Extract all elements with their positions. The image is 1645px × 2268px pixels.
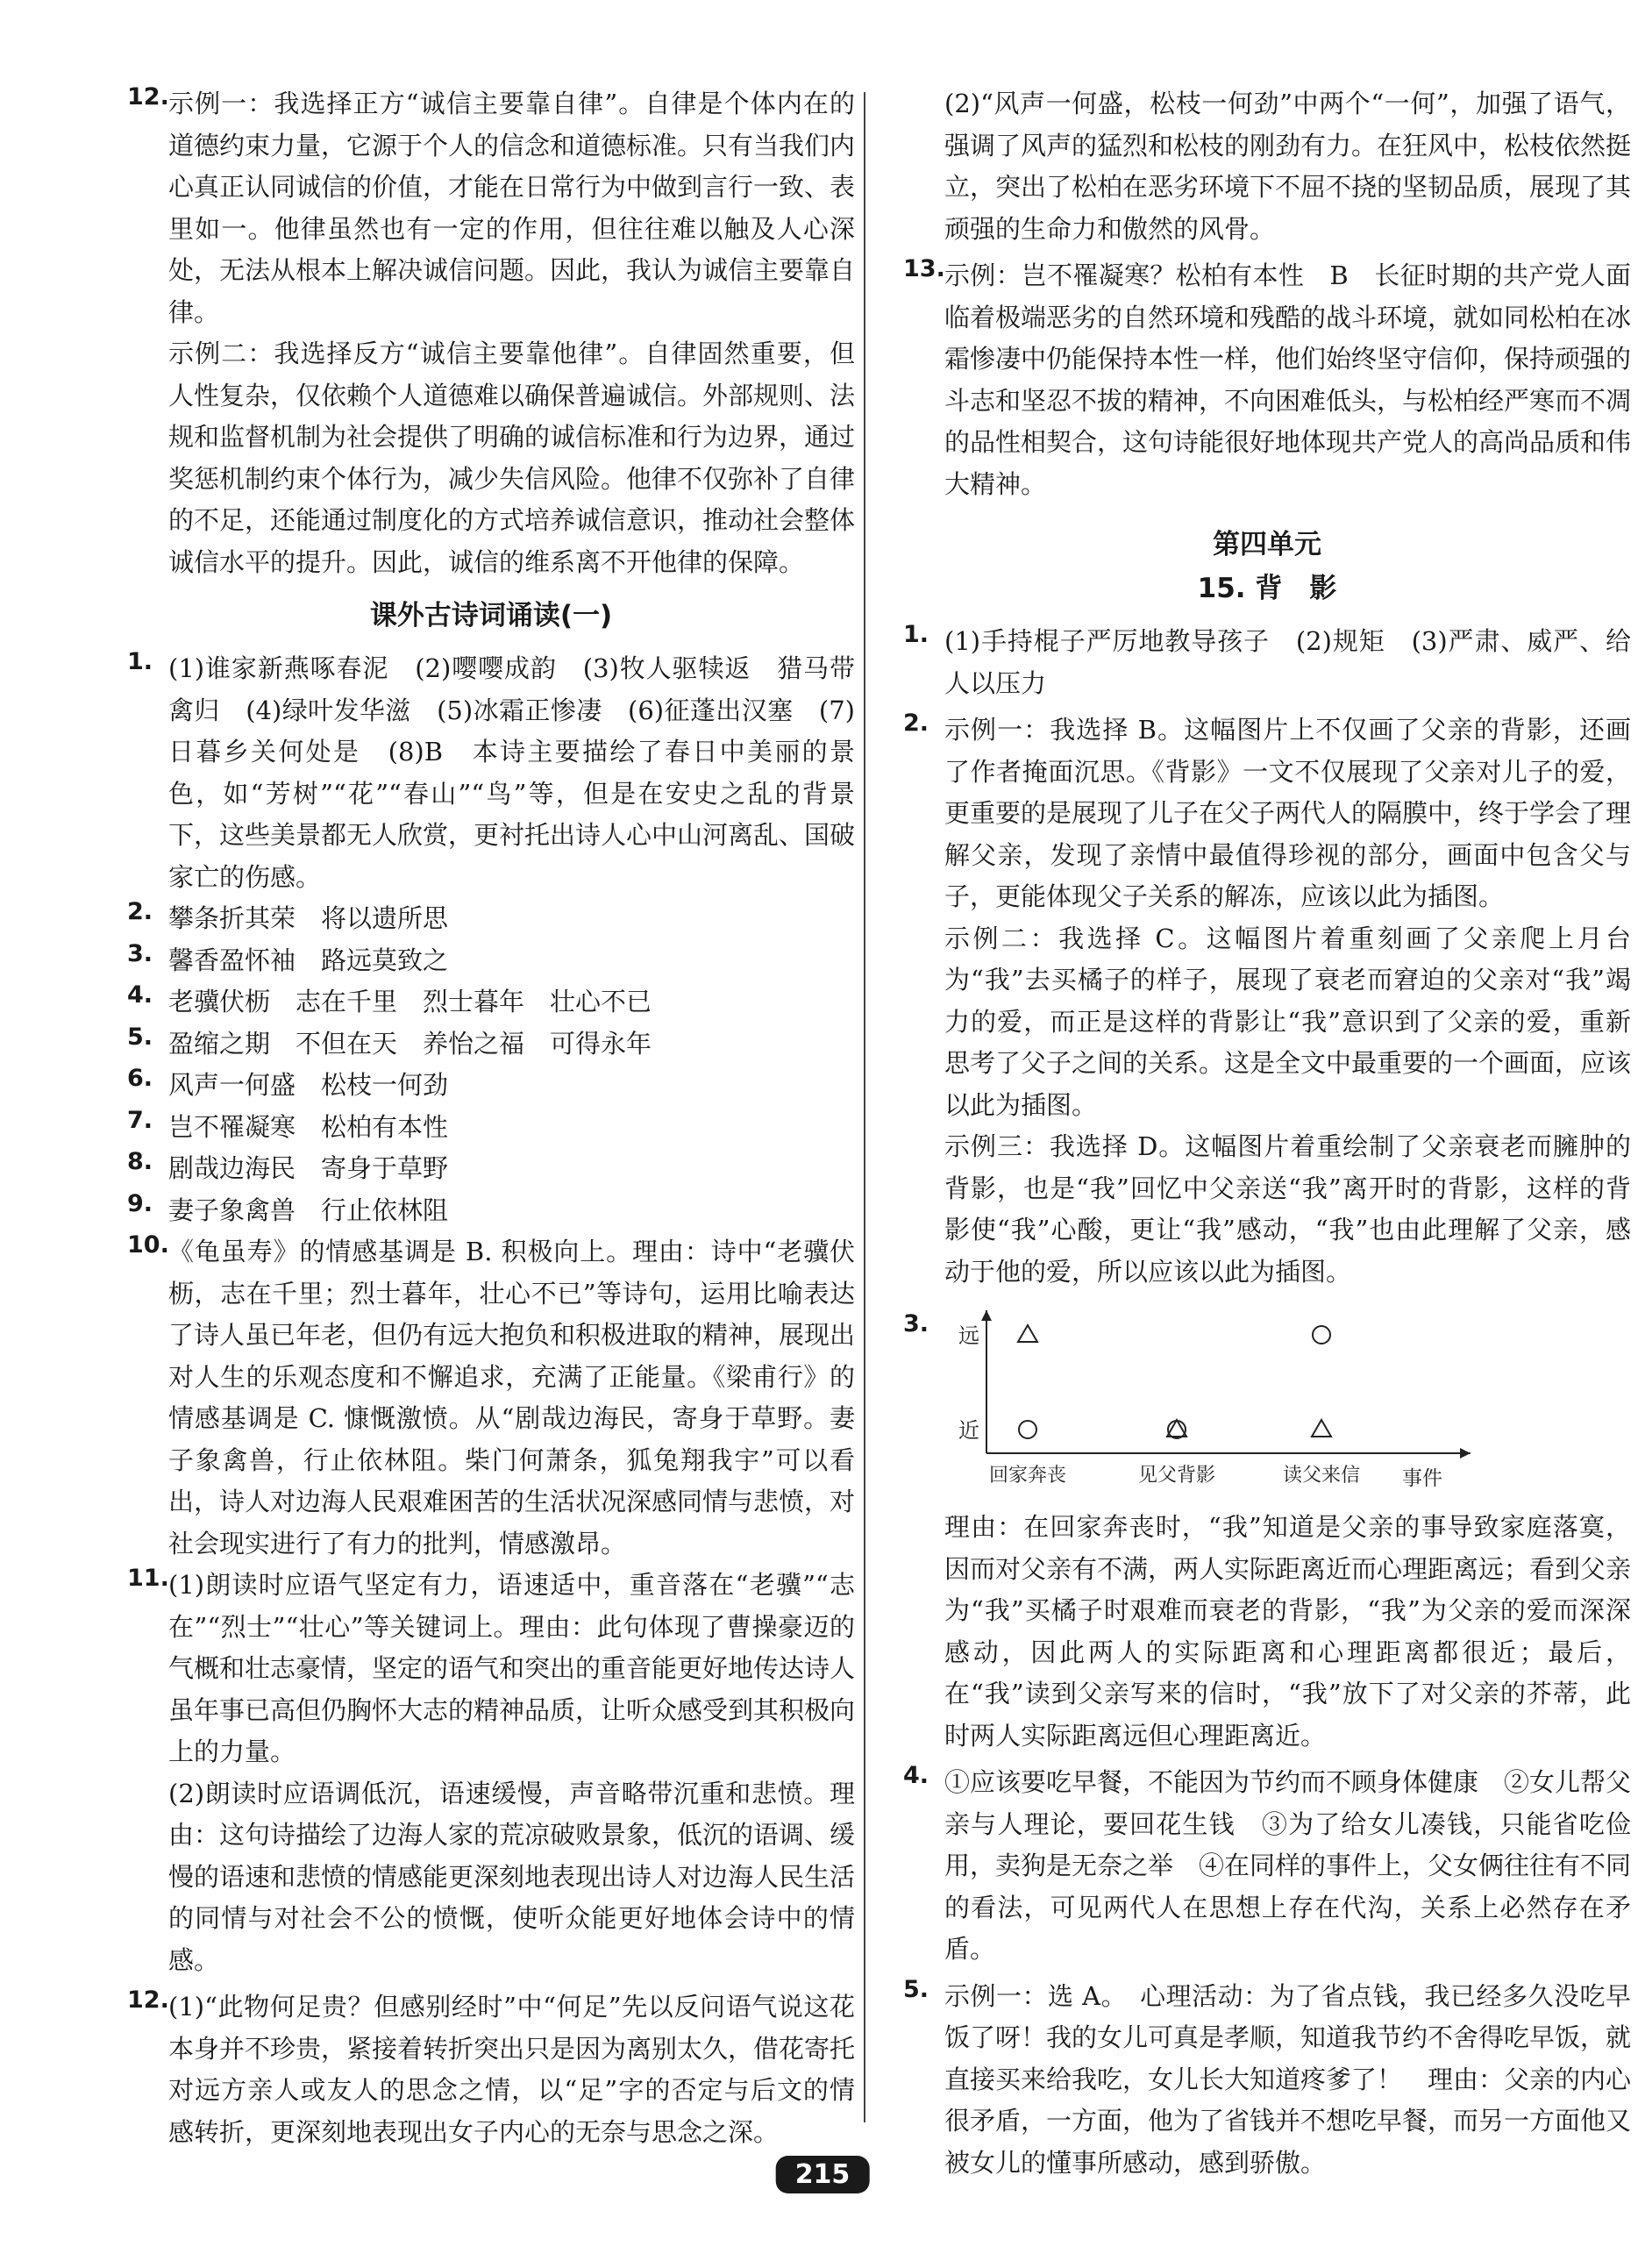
answer-text: 《龟虽寿》的情感基调是 B. 积极向上。理由：诗中“老骥伏枥，志在千里；烈士暮年，壮心不已”等诗句，运用比喻表达了诗人虽已年老，但仍有远大抱负和积极进取的精神，展现出对人生的乐观态度和不懈追求，充满了正能量。《梁甫行》的情感基调是 C. 慷慨激愤。从“剧哉边海民，寄身于草野。妻子象禽兽，行止依林阻。柴门何萧条，狐兔翔我宇”可以看出，诗人对边海人民艰难困苦的生活状况深感同情与悲愤，对社会现实进行了有力的批判，情感激昂。 <box>168 1237 856 1558</box>
question-number: 1. <box>903 621 929 648</box>
answer-text: 岂不罹凝寒 松柏有本性 <box>168 1111 449 1142</box>
list-item <box>127 648 855 898</box>
answer-11 <box>127 1565 855 1981</box>
question-number: 11. <box>127 1565 169 1592</box>
question-number: 4. <box>903 1762 929 1789</box>
list-item <box>127 898 855 940</box>
answer-text: (1)朗读时应语气坚定有力，语速适中，重音落在“老骥”“志在”“烈士”“壮心”等关键词上。理由：此句体现了曹操豪迈的气概和壮志豪情，坚定的语气和突出的重音能更好地传达诗人虽年事已高但仍胸怀大志的精神品质，让听众感受到其积极向上的力量。 <box>168 1570 856 1766</box>
triangle-marker <box>1018 1325 1037 1342</box>
answer-text: 馨香盈怀袖 路远莫致之 <box>168 945 449 975</box>
question-number: 10. <box>127 1231 169 1259</box>
answer-text: 剧哉边海民 寄身于草野 <box>168 1153 449 1183</box>
answer-text: 示例一：我选择 B。这幅图片上不仅画了父亲的背影，还画了作者掩面沉思。《背影》一文不仅展现了父亲对儿子的爱，更重要的是展现了儿子在父子两代人的隔膜中，终于学会了理解父亲，发现了亲情中最值得珍视的部分，画面中包含父与子，更能体现父子关系的解冻，应该以此为插图。 <box>944 715 1632 911</box>
question-number: 13. <box>903 255 945 282</box>
answer-text: 老骥伏枥 志在千里 烈士暮年 壮心不已 <box>168 987 652 1016</box>
list-item <box>127 1148 855 1190</box>
answer-3 <box>903 1300 1631 1757</box>
question-number: 8. <box>127 1148 153 1175</box>
answer-12b-cont <box>903 83 1631 250</box>
distance-chart-svg <box>944 1300 1488 1501</box>
answer-list <box>127 648 855 1565</box>
list-item <box>127 940 855 982</box>
x-tick-label: 回家奔丧 <box>988 1465 1067 1487</box>
y-tick-label: 远 <box>958 1323 979 1348</box>
list-item <box>127 1107 855 1149</box>
list-item <box>127 1231 855 1565</box>
answer-text: 示例二：我选择 C。这幅图片着重刻画了父亲爬上月台为“我”去买橘子的样子，展现了衰老而窘迫的父亲对“我”竭力的爱，而正是这样的背影让“我”意识到了父亲的爱，重新思考了父子之间的关系。这是全文中最重要的一个画面，应该以此为插图。 <box>944 923 1632 1120</box>
list-item <box>127 1023 855 1066</box>
column-divider <box>864 92 865 2122</box>
triangle-marker <box>1312 1420 1331 1437</box>
y-axis-arrow <box>981 1310 992 1321</box>
question-number: 5. <box>127 1023 153 1051</box>
x-axis-label: 事件 <box>1402 1467 1442 1490</box>
answer-text: 理由：在回家奔丧时，“我”知道是父亲的事导致家庭落寞，因而对父亲有不满，两人实际距离近而心理距离远；看到父亲为“我”买橘子时艰难而衰老的背影，“我”为父亲的爱而深深感动，因此两人的实际距离和心理距离都很近；最后，在“我”读到父亲写来的信时，“我”放下了对父亲的芥蒂，此时两人实际距离远但心理距离近。 <box>944 1512 1632 1751</box>
question-number: 12. <box>127 1986 169 2014</box>
question-number: 4. <box>127 981 153 1009</box>
answer-5 <box>903 1976 1631 2185</box>
question-number: 2. <box>127 898 153 925</box>
question-number: 7. <box>127 1106 153 1134</box>
y-tick-label: 近 <box>958 1418 979 1443</box>
answer-text: 示例一：我选择正方“诚信主要靠自律”。自律是个体内在的道德约束力量，它源于个人的信念和道德标准。只有当我们内心真正认同诚信的价值，才能在日常行为中做到言行一致、表里如一。他律虽然也有一定的作用，但往往难以触及人心深处，无法从根本上解决诚信问题。因此，我认为诚信主要靠自律。 <box>168 89 856 327</box>
answer-text: 盈缩之期 不但在天 养怡之福 可得永年 <box>168 1028 652 1059</box>
answer-4 <box>903 1762 1631 1971</box>
answer-text: ①应该要吃早餐，不能因为节约而不顾身体健康 ②女儿帮父亲与人理论，要回花生钱 ③为了给女儿凑钱，只能省吃俭用，卖狗是无奈之举 ④在同样的事件上，父女俩往往有不同的看法，可见两代人在思想上存在代沟，关系上必然存在矛盾。 <box>944 1767 1632 1964</box>
list-item <box>127 981 855 1023</box>
x-tick-label: 读父来信 <box>1282 1465 1361 1487</box>
left-column <box>127 83 855 2153</box>
answer-2 <box>903 710 1631 1293</box>
list-item <box>127 1190 855 1232</box>
question-number: 1. <box>127 648 153 675</box>
answer-text: 风声一何盛 松枝一何劲 <box>168 1070 449 1100</box>
section-title: 课外古诗词诵读(一) <box>369 600 613 631</box>
answer-text: 攀条折其荣 将以遗所思 <box>168 903 449 933</box>
page-number: 215 <box>776 2156 870 2193</box>
distance-chart <box>944 1300 1645 1501</box>
question-number: 2. <box>903 710 929 737</box>
question-number: 12. <box>127 83 169 111</box>
answer-text: 妻子象禽兽 行止依林阻 <box>168 1195 449 1225</box>
answer-1 <box>903 621 1631 704</box>
answer-text: (1)手持棍子严厉地教导孩子 (2)规矩 (3)严肃、威严、给人以压力 <box>944 626 1631 698</box>
question-number: 5. <box>903 1975 929 2003</box>
answer-13 <box>903 255 1631 505</box>
question-number: 9. <box>127 1189 153 1217</box>
question-number: 6. <box>127 1065 153 1092</box>
answer-text: 示例：岂不罹凝寒？松柏有本性 B 长征时期的共产党人面临着极端恶劣的自然环境和残酷的战斗环境，就如同松柏在冰霜惨凄中仍能保持本性一样，他们始终坚守信仰，保持顽强的斗志和坚忍不拔的精神，不向困难低头，与松柏经严寒而不凋的品性相契合，这句诗能很好地体现共产党人的高尚品质和伟大精神。 <box>944 260 1632 499</box>
answer-text: (2)“风声一何盛，松枝一何劲”中两个“一何”，加强了语气，强调了风声的猛烈和松枝的刚劲有力。在狂风中，松枝依然挺立，突出了松柏在恶劣环境下不屈不挠的坚韧品质，展现了其顽强的生命力和傲然的风骨。 <box>944 89 1632 244</box>
right-column <box>903 83 1631 2184</box>
answer-text: (1)“此物何足贵？但感别经时”中“何足”先以反问语气说这花本身并不珍贵，紧接着转折突出只是因为离别太久，借花寄托对远方亲人或友人的思念之情，以“足”字的否定与后文的情感转折，更深刻地表现出女子内心的无奈与思念之深。 <box>168 1992 856 2147</box>
answer-text: 示例三：我选择 D。这幅图片着重绘制了父亲衰老而臃肿的背影，也是“我”回忆中父亲送“我”离开时的背影，这样的背影使“我”心酸，更让“我”感动，“我”也由此理解了父亲，感动于他的爱，所以应该以此为插图。 <box>944 1131 1631 1287</box>
answer-text: 示例二：我选择反方“诚信主要靠他律”。自律固然重要，但人性复杂，仅依赖个人道德难以确保普遍诚信。外部规则、法规和监督机制为社会提供了明确的诚信标准和行为边界，通过奖惩机制约束个体行为，减少失信风险。他律不仅弥补了自律的不足，还能通过制度化的方式培养诚信意识，推动社会整体诚信水平的提升。因此，诚信的维系离不开他律的保障。 <box>168 339 856 577</box>
question-number: 3. <box>127 939 153 967</box>
x-tick-label: 见父背影 <box>1137 1465 1216 1487</box>
answer-12b <box>127 1986 855 2153</box>
lesson-title: 15. 背 影 <box>1197 573 1337 604</box>
answer-text: (1)谁家新燕啄春泥 (2)嘤嘤成韵 (3)牧人驱犊返 猎马带禽归 (4)绿叶发华滋 (5)冰霜正惨凄 (6)征蓬出汉塞 (7)日暮乡关何处是 (8)B 本诗主要描绘了春日中美丽的景色，如“芳树”“花”“春山”“鸟”等，但是在安史之乱的背景下，这些美景都无人欣赏，更衬托出诗人心中山河离乱、国破家亡的伤感。 <box>168 653 856 892</box>
answer-12 <box>127 83 855 583</box>
circle-marker <box>1019 1421 1036 1438</box>
question-number: 3. <box>903 1310 929 1337</box>
circle-marker <box>1313 1326 1330 1344</box>
unit-title: 第四单元 <box>1213 529 1321 560</box>
answer-text: 示例一：选 A。 心理活动：为了省点钱，我已经多久没吃早饭了呀！我的女儿可真是孝顺，知道我节约不舍得吃早饭，就直接买来给我吃，女儿长大知道疼爹了！ 理由：父亲的内心很矛盾，一方面，他为了省钱并不想吃早餐，而另一方面他又被女儿的懂事所感动，感到骄傲。 <box>944 1980 1632 2178</box>
x-axis-arrow <box>1460 1448 1471 1459</box>
answer-text: (2)朗读时应语调低沉，语速缓慢，声音略带沉重和悲愤。理由：这句诗描绘了边海人家的荒凉破败景象，低沉的语调、缓慢的语速和悲愤的情感能更深刻地表现出诗人对边海人民生活的同情与对社会不公的愤慨，使听众能更好地体会诗中的情感。 <box>168 1778 856 1975</box>
list-item <box>127 1065 855 1107</box>
